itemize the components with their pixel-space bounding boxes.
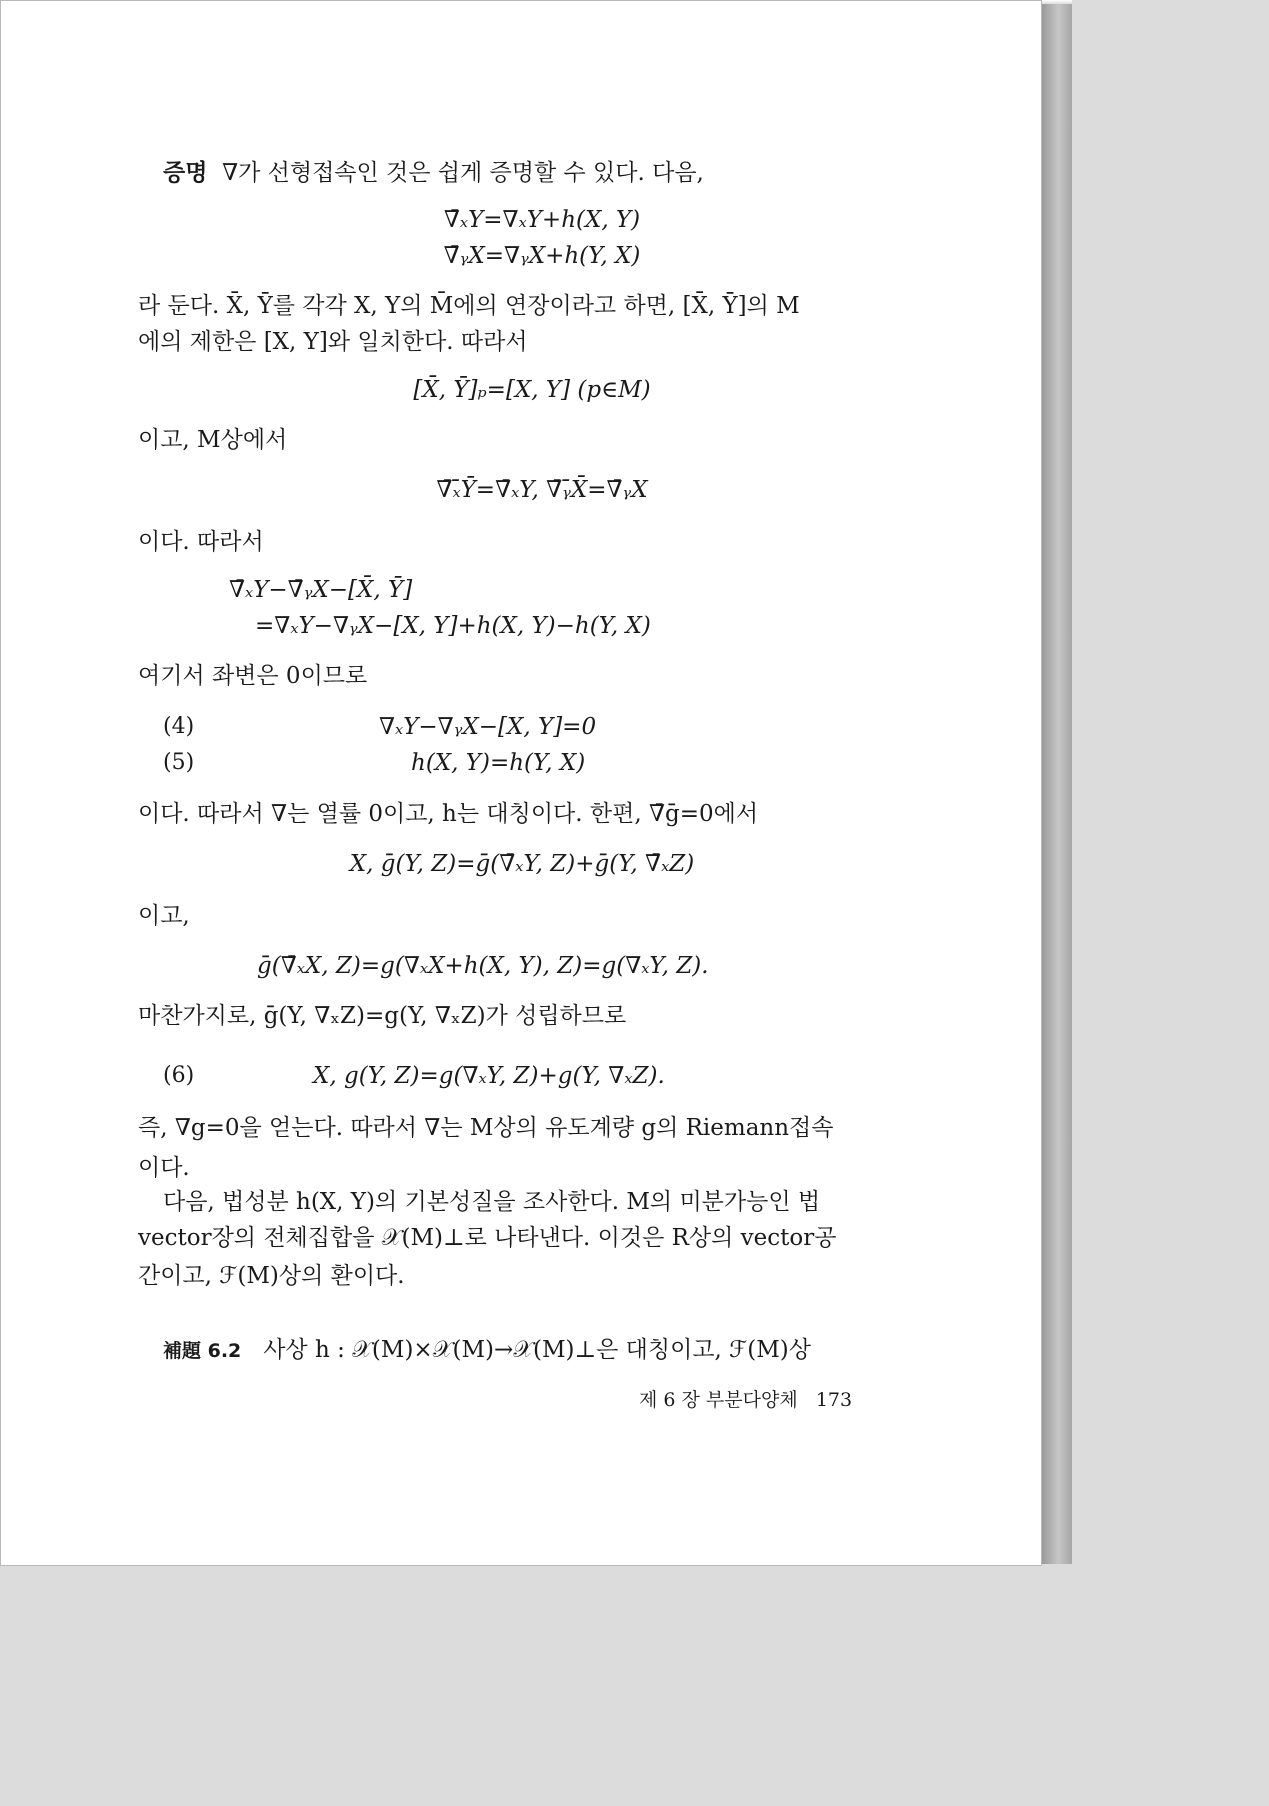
equation-e2: =∇ₓY−∇ᵧX−[X, Y]+h(X, Y)−h(Y, X) <box>255 613 651 639</box>
equation-e1: ∇̄ₓY−∇̄ᵧX−[X̄, Ȳ] <box>229 577 413 603</box>
proof-line-12: 다음, 법성분 h(X, Y)의 기본성질을 조사한다. M의 미분가능인 법 <box>163 1189 821 1215</box>
proof-line-7: 이다. 따라서 ∇는 열률 0이고, h는 대칭이다. 한편, ∇̄ḡ=0에서 <box>138 801 759 827</box>
chapter-title: 제 6 장 부분다양체 <box>639 1389 798 1411</box>
equation-5: h(X, Y)=h(Y, X) <box>411 750 586 776</box>
proof-label: 증명 <box>163 160 208 186</box>
lemma-line <box>163 1335 811 1366</box>
equation-d: ∇̄ₓ̄Ȳ=∇̄ₓY, ∇̄ᵧ̄X̄=∇̄ᵧX <box>436 477 648 503</box>
page-number: 173 <box>815 1389 853 1411</box>
proof-line-14: 간이고, ℱ(M)상의 환이다. <box>138 1263 405 1289</box>
book-spine <box>1042 4 1072 1564</box>
equation-6: X, g(Y, Z)=g(∇ₓY, Z)+g(Y, ∇ₓZ). <box>313 1063 665 1089</box>
equation-c: [X̄, Ȳ]ₚ=[X, Y] (p∈M) <box>413 377 651 403</box>
equation-5-number: (5) <box>163 750 195 775</box>
lemma-text: 사상 h : 𝒳(M)×𝒳(M)→𝒳(M)⊥은 대칭이고, ℱ(M)상 <box>263 1337 811 1363</box>
equation-g: ḡ(∇̄ₓX, Z)=g(∇ₓX+h(X, Y), Z)=g(∇ₓY, Z). <box>257 953 709 979</box>
equation-6-number: (6) <box>163 1063 195 1088</box>
running-footer <box>639 1385 852 1415</box>
proof-line-5: 이다. 따라서 <box>138 529 264 555</box>
equation-f: X, ḡ(Y, Z)=ḡ(∇̄ₓY, Z)+ḡ(Y, ∇̄ₓZ) <box>349 851 695 877</box>
proof-text-1: ∇가 선형접속인 것은 쉽게 증명할 수 있다. 다음, <box>222 160 704 186</box>
proof-line-8: 이고, <box>138 903 190 929</box>
proof-line-2: 라 둔다. X̄, Ȳ를 각각 X, Y의 M̄에의 연장이라고 하면, [X̄, Ȳ]의 M <box>138 293 800 319</box>
equation-a: ∇̄ₓY=∇ₓY+h(X, Y) <box>443 207 641 233</box>
proof-line-1 <box>163 158 704 188</box>
proof-line-13: vector장의 전체집합을 𝒳(M)⊥로 나타낸다. 이것은 R상의 vector공 <box>138 1225 837 1251</box>
proof-line-6: 여기서 좌변은 0이므로 <box>138 663 368 689</box>
proof-line-10: 즉, ∇g=0을 얻는다. 따라서 ∇는 M상의 유도계량 g의 Riemann접속 <box>138 1115 834 1141</box>
proof-line-4: 이고, M상에서 <box>138 427 288 453</box>
equation-4-number: (4) <box>163 714 195 739</box>
lemma-label: 補題 6.2 <box>163 1340 242 1362</box>
proof-line-9: 마찬가지로, ḡ(Y, ∇ₓZ)=g(Y, ∇ₓZ)가 성립하므로 <box>138 1003 627 1029</box>
proof-line-3: 에의 제한은 [X, Y]와 일치한다. 따라서 <box>138 329 528 355</box>
equation-b: ∇̄ᵧX=∇ᵧX+h(Y, X) <box>443 243 641 269</box>
equation-4: ∇ₓY−∇ᵧX−[X, Y]=0 <box>379 714 597 740</box>
proof-line-11: 이다. <box>138 1155 190 1181</box>
